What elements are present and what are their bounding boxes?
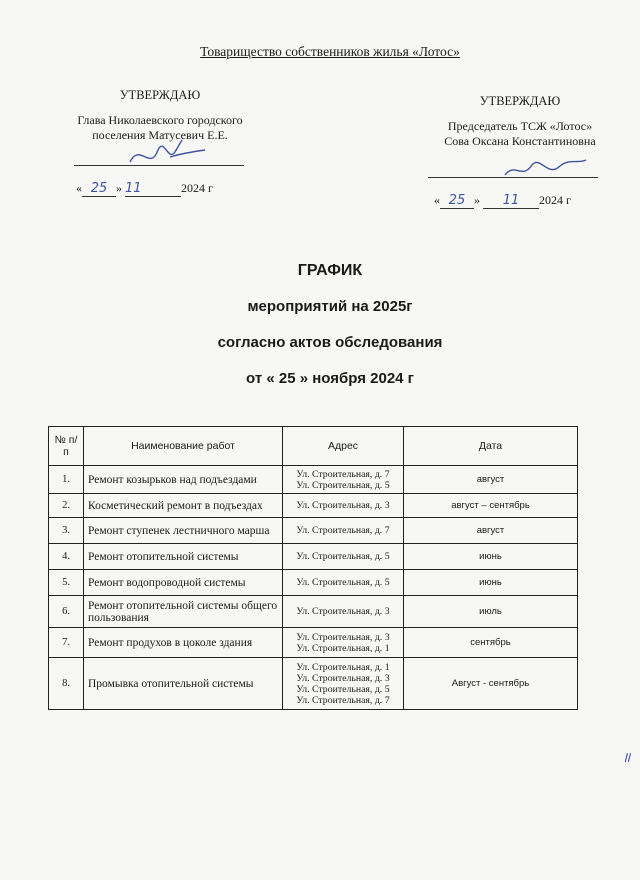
- row-number: 3.: [49, 518, 84, 544]
- work-date: август: [404, 518, 578, 544]
- organization-name: Товарищество собственников жилья «Лотос»: [200, 44, 460, 59]
- table-row: [49, 596, 578, 628]
- work-date: сентябрь: [404, 628, 578, 658]
- header-address: Адрес: [283, 427, 404, 466]
- signature-right: [500, 150, 590, 185]
- work-address: [283, 596, 404, 628]
- approval-line: Председатель ТСЖ «Лотос»: [447, 119, 593, 133]
- document-subtitle: от « 25 » ноября 2024 г: [246, 370, 414, 387]
- margin-pen-mark: ॥: [622, 751, 631, 766]
- schedule-table: [48, 426, 578, 710]
- work-name: Ремонт отопительной системы: [84, 544, 283, 570]
- signature-left: [120, 132, 210, 172]
- row-number: 5.: [49, 570, 84, 596]
- work-address: [283, 628, 404, 658]
- work-address: [283, 544, 404, 570]
- work-name: Ремонт отопительной системы общего пользования: [84, 596, 283, 628]
- work-name: Ремонт ступенек лестничного марша: [84, 518, 283, 544]
- address-line: Ул. Строительная, д. 7: [296, 694, 390, 706]
- approval-line: поселения Матусевич Е.Е.: [92, 128, 228, 142]
- address-line: Ул. Строительная, д. 3: [296, 631, 390, 643]
- work-address: [283, 518, 404, 544]
- row-number: 4.: [49, 544, 84, 570]
- address-line: Ул. Строительная, д. 3: [296, 500, 390, 511]
- table-row: [49, 466, 578, 494]
- address-line: Ул. Строительная, д. 5: [296, 577, 390, 588]
- address-line: Ул. Строительная, д. 1: [296, 642, 390, 654]
- work-address: [283, 658, 404, 710]
- row-number: 2.: [49, 494, 84, 518]
- address-line: Ул. Строительная, д. 5: [296, 479, 390, 491]
- address-line: Ул. Строительная, д. 3: [296, 672, 390, 684]
- work-name: Ремонт продухов в цоколе здания: [84, 628, 283, 658]
- approval-line: Сова Оксана Константиновна: [444, 134, 596, 148]
- work-date: июль: [404, 596, 578, 628]
- work-date: Август - сентябрь: [404, 658, 578, 710]
- work-date: июнь: [404, 544, 578, 570]
- approval-date-left: « 25 » 11 2024 г: [76, 181, 213, 196]
- work-address: [283, 466, 404, 494]
- work-address: [283, 570, 404, 596]
- address-line: Ул. Строительная, д. 3: [296, 606, 390, 617]
- table-row: [49, 628, 578, 658]
- document-title: ГРАФИК: [297, 262, 363, 279]
- document-subtitle: согласно актов обследования: [217, 334, 443, 351]
- address-line: Ул. Строительная, д. 5: [296, 551, 390, 562]
- work-name: Ремонт водопроводной системы: [84, 570, 283, 596]
- table-header-row: [49, 427, 578, 466]
- table-row: [49, 544, 578, 570]
- table-row: [49, 518, 578, 544]
- document-subtitle: мероприятий на 2025г: [247, 298, 413, 315]
- work-date: июнь: [404, 570, 578, 596]
- row-number: 6.: [49, 596, 84, 628]
- header-name: Наименование работ: [84, 427, 283, 466]
- header-num: № п/п: [49, 427, 84, 466]
- work-name: Ремонт козырьков над подъездами: [84, 466, 283, 494]
- address-line: Ул. Строительная, д. 1: [296, 661, 390, 673]
- work-name: Промывка отопительной системы: [84, 658, 283, 710]
- approval-date-right: « 25 » 11 2024 г: [434, 193, 571, 208]
- address-line: Ул. Строительная, д. 7: [296, 525, 390, 536]
- approval-heading: УТВЕРЖДАЮ: [119, 88, 201, 102]
- address-line: Ул. Строительная, д. 5: [296, 683, 390, 695]
- header-date: Дата: [404, 427, 578, 466]
- table-row: [49, 494, 578, 518]
- work-address: [283, 494, 404, 518]
- work-name: Косметический ремонт в подъездах: [84, 494, 283, 518]
- table-row: [49, 570, 578, 596]
- table-row: [49, 658, 578, 710]
- work-date: август – сентябрь: [404, 494, 578, 518]
- address-line: Ул. Строительная, д. 7: [296, 468, 390, 480]
- approval-heading: УТВЕРЖДАЮ: [479, 94, 561, 108]
- approval-line: Глава Николаевского городского: [77, 113, 243, 127]
- row-number: 8.: [49, 658, 84, 710]
- approval-block-right: [420, 94, 620, 149]
- row-number: 7.: [49, 628, 84, 658]
- row-number: 1.: [49, 466, 84, 494]
- work-date: август: [404, 466, 578, 494]
